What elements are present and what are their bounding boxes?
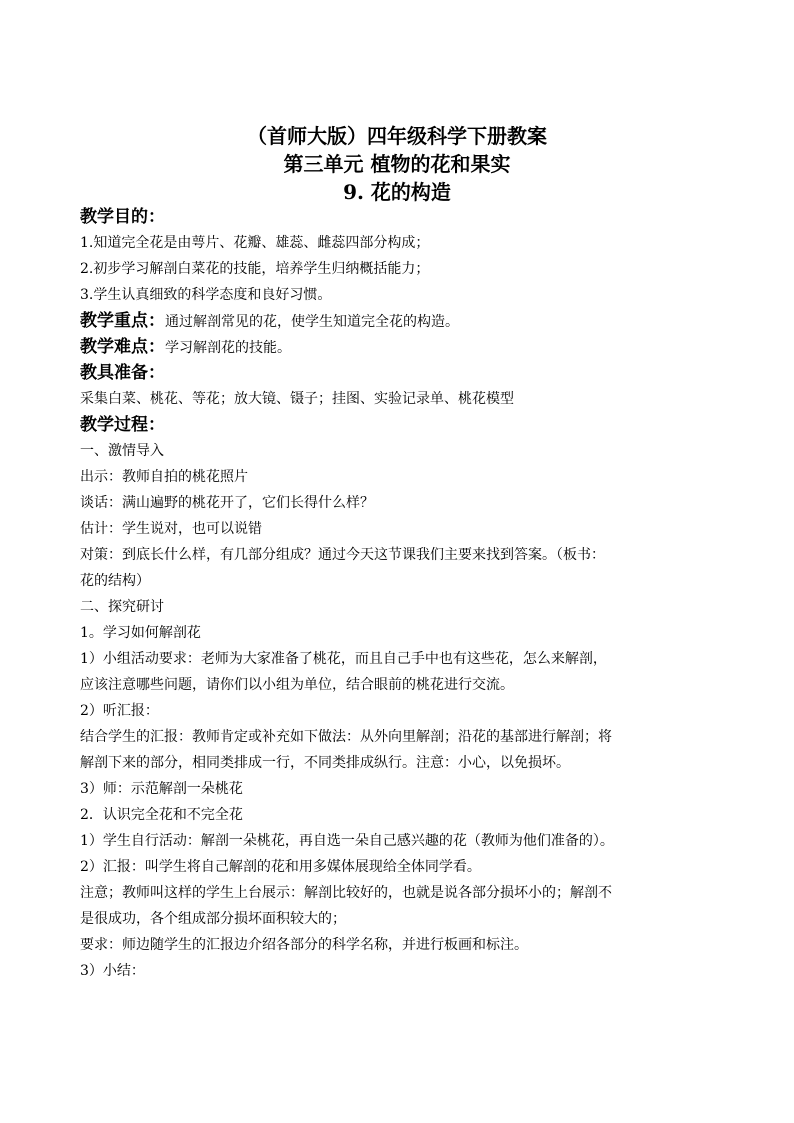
process-line: 注意；教师叫这样的学生上台展示：解剖比较好的，也就是说各部分损坏小的；解剖不 <box>80 885 612 901</box>
document-body <box>80 204 714 984</box>
difficulty-row <box>80 334 714 360</box>
process-line: 2）听汇报： <box>80 703 159 719</box>
process-line: 3）师：示范解剖一朵桃花 <box>80 781 243 797</box>
process-line: 解剖下来的部分，相同类排成一行，不同类排成纵行。注意：小心，以免损坏。 <box>80 755 570 771</box>
process-line: 2）汇报：叫学生将自己解剖的花和用多媒体展现给全体同学看。 <box>80 859 481 875</box>
lesson-title: 9. 花的构造 <box>343 180 451 204</box>
process-line: 对策：到底长什么样，有几部分组成？通过今天这节课我们主要来找到答案。（板书： <box>80 547 605 563</box>
process-line: 应该注意哪些问题，请你们以小组为单位，结合眼前的桃花进行交流。 <box>80 677 514 693</box>
key-point-label: 教学重点： <box>80 311 165 331</box>
difficulty-text: 学习解剖花的技能。 <box>165 340 291 356</box>
difficulty-label: 教学难点： <box>80 337 165 357</box>
process-line: 花的结构） <box>80 573 150 589</box>
process-line: 估计：学生说对，也可以说错 <box>80 521 262 537</box>
process-line: 3）小结： <box>80 963 145 979</box>
unit-title: 第三单元 植物的花和果实 <box>283 152 511 176</box>
process-line: 二、探究研讨 <box>80 599 164 615</box>
materials-heading: 教具准备： <box>80 363 165 383</box>
process-heading: 教学过程： <box>80 415 165 435</box>
objective-item: 1.知道完全花是由萼片、花瓣、雄蕊、雌蕊四部分构成； <box>80 235 430 251</box>
process-line: 一、激情导入 <box>80 443 164 459</box>
key-point-text: 通过解剖常见的花，使学生知道完全花的构造。 <box>165 314 459 330</box>
process-line: 1。学习如何解剖花 <box>80 625 201 641</box>
objectives-heading: 教学目的： <box>80 207 165 227</box>
document-title: （首师大版）四年级科学下册教案 <box>247 124 547 148</box>
process-line: 结合学生的汇报：教师肯定或补充如下做法：从外向里解剖；沿花的基部进行解剖；将 <box>80 729 612 745</box>
title-block <box>80 122 714 206</box>
process-line: 2．认识完全花和不完全花 <box>80 807 243 823</box>
process-line: 出示：教师自拍的桃花照片 <box>80 469 248 485</box>
process-line: 谈话：满山遍野的桃花开了，它们长得什么样？ <box>80 495 374 511</box>
process-line: 是很成功，各个组成部分损坏面积较大的； <box>80 911 346 927</box>
process-line: 1）学生自行活动：解剖一朵桃花，再自选一朵自己感兴趣的花（教师为他们准备的）。 <box>80 833 614 849</box>
process-line: 要求：师边随学生的汇报边介绍各部分的科学名称，并进行板画和标注。 <box>80 937 528 953</box>
materials-text: 采集白菜、桃花、等花；放大镜、镊子；挂图、实验记录单、桃花模型 <box>80 391 514 407</box>
key-point-row <box>80 308 714 334</box>
process-line: 1）小组活动要求：老师为大家准备了桃花，而且自己手中也有这些花，怎么来解剖， <box>80 651 607 667</box>
objective-item: 3.学生认真细致的科学态度和良好习惯。 <box>80 287 332 303</box>
objective-item: 2.初步学习解剖白菜花的技能，培养学生归纳概括能力； <box>80 261 430 277</box>
